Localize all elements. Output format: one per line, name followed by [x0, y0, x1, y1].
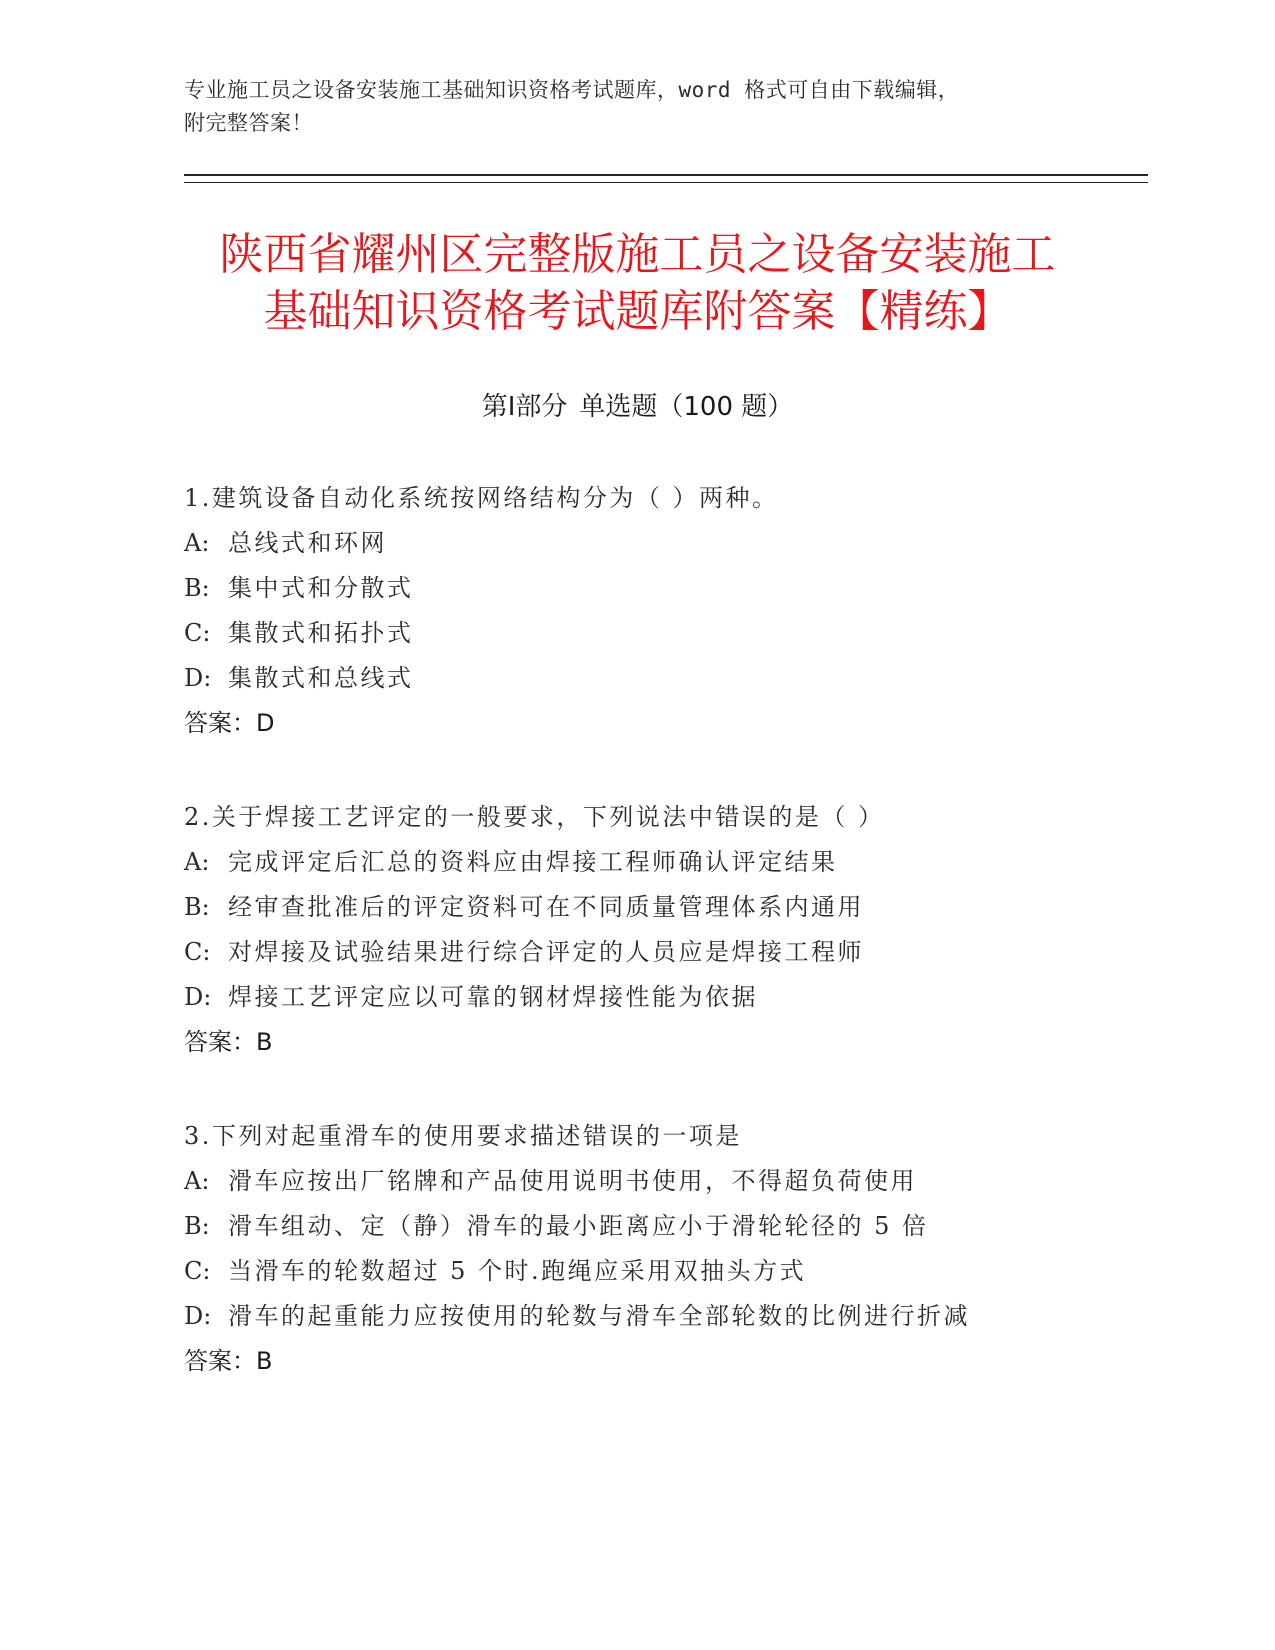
option-key: C: [184, 619, 211, 647]
section-label: 第Ⅰ部分 [481, 392, 568, 422]
question-stem: 2.关于焊接工艺评定的一般要求，下列说法中错误的是（ ） [184, 803, 885, 831]
option-a [184, 1159, 1134, 1204]
section-heading [0, 386, 1275, 423]
option-text: 焊接工艺评定应以可靠的钢材焊接性能为依据 [228, 983, 758, 1011]
option-key: C: [184, 1257, 211, 1285]
option-key: D: [184, 664, 212, 692]
option-text: 集散式和总线式 [228, 664, 414, 692]
option-d [184, 1294, 1134, 1339]
option-text: 滑车应按出厂铭牌和产品使用说明书使用，不得超负荷使用 [228, 1167, 917, 1195]
answer: 答案：B [184, 1028, 273, 1056]
option-b [184, 566, 1134, 611]
document-title-line2: 基础知识资格考试题库附答案【精练】 [263, 286, 1012, 337]
option-b [184, 885, 1134, 930]
option-text: 完成评定后汇总的资料应由焊接工程师确认评定结果 [228, 848, 838, 876]
answer: 答案：D [184, 709, 275, 737]
option-key: D: [184, 983, 212, 1011]
option-key: B: [184, 893, 210, 921]
question-2 [184, 795, 1134, 1065]
option-key: A: [184, 1167, 210, 1195]
option-text: 滑车的起重能力应按使用的轮数与滑车全部轮数的比例进行折减 [228, 1302, 970, 1330]
question-list [184, 476, 1134, 1433]
header-rule-thick [184, 174, 1148, 176]
option-key: C: [184, 938, 211, 966]
option-text: 滑车组动、定（静）滑车的最小距离应小于滑轮轮径的 5 倍 [228, 1212, 929, 1240]
answer: 答案：B [184, 1347, 273, 1375]
option-a [184, 521, 1134, 566]
option-text: 集中式和分散式 [228, 574, 414, 602]
option-c [184, 930, 1134, 975]
section-name: 单选题（100 题） [579, 392, 794, 422]
question-3 [184, 1114, 1134, 1384]
document-title [150, 226, 1125, 340]
option-key: A: [184, 529, 210, 557]
option-text: 总线式和环网 [228, 529, 387, 557]
question-stem: 3.下列对起重滑车的使用要求描述错误的一项是 [184, 1122, 742, 1150]
option-key: B: [184, 574, 210, 602]
document-title-line1: 陕西省耀州区完整版施工员之设备安装施工 [219, 229, 1056, 280]
option-d [184, 656, 1134, 701]
header-rule-thin [184, 182, 1148, 183]
option-b [184, 1204, 1134, 1249]
header-note [184, 74, 1064, 140]
option-c [184, 611, 1134, 656]
option-key: A: [184, 848, 210, 876]
option-d [184, 975, 1134, 1020]
option-text: 集散式和拓扑式 [228, 619, 414, 647]
option-key: D: [184, 1302, 212, 1330]
question-stem: 1.建筑设备自动化系统按网络结构分为（ ）两种。 [184, 484, 779, 512]
option-c [184, 1249, 1134, 1294]
question-1 [184, 476, 1134, 746]
header-note-line1: 专业施工员之设备安装施工基础知识资格考试题库，word 格式可自由下载编辑， [184, 78, 960, 102]
option-a [184, 840, 1134, 885]
header-note-line2: 附完整答案！ [184, 111, 313, 135]
option-key: B: [184, 1212, 210, 1240]
option-text: 经审查批准后的评定资料可在不同质量管理体系内通用 [228, 893, 864, 921]
option-text: 当滑车的轮数超过 5 个时.跑绳应采用双抽头方式 [228, 1257, 807, 1285]
option-text: 对焊接及试验结果进行综合评定的人员应是焊接工程师 [228, 938, 864, 966]
